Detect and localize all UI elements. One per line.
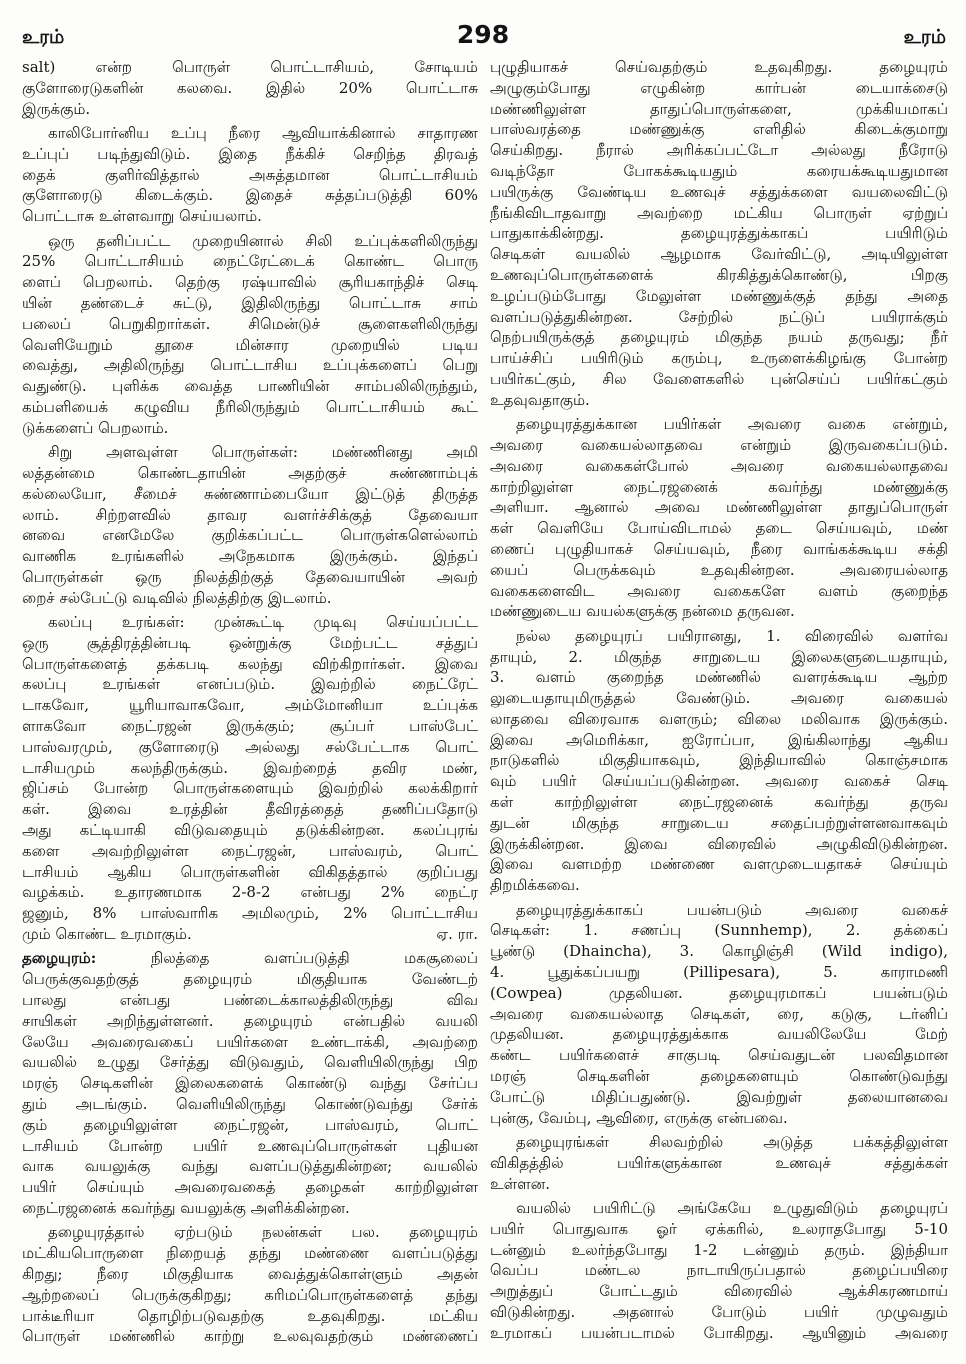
text-line: ஜிப்சம் போன்ற பொருள்களையும் இவற்றில் கலக்கிறார் xyxy=(22,779,478,798)
text-line: டுக்களைப் பெறலாம். xyxy=(22,418,169,437)
text-line: இவை வளமற்ற மண்ணை வளமுடையதாகச் செய்யும் xyxy=(490,855,948,874)
text-line: ஒரு சூத்திரத்தின்படி ஒன்றுக்கு மேற்பட்ட சத்துப் xyxy=(22,633,478,652)
text-line: திறமிக்கவை. xyxy=(490,876,580,895)
text-line: உழப்படும்போது மேலுள்ள மண்ணுக்குத் தந்து அதை xyxy=(490,286,948,305)
text-line: தழையுரத்துக்காகப் பயன்படும் அவரை வகைச் xyxy=(516,900,948,919)
text-line: ஜனும், 8% பாஸ்வாரிக அமிலமும், 2% பொட்டாசிய xyxy=(22,904,478,923)
paragraph xyxy=(490,626,948,896)
text-line: பூண்டு (Dhaincha), 3. கொழிஞ்சி (Wild indigo), xyxy=(490,942,948,961)
text-line: துடன் மிகுந்த சாறுடைய சதைப்பற்றுள்ளனவாகவும் xyxy=(490,813,948,832)
text-line: களை அவற்றிலுள்ள நைட்ரஜன், பாஸ்வரம், பொட் xyxy=(22,841,478,860)
text-line: நல்ல தழையுரப் பயிரானது, 1. விரைவில் வளர்வ xyxy=(516,626,948,645)
text-line: பாஸ்வரமும், குளோரைடு அல்லது சல்பேட்டாக பொட் xyxy=(22,737,478,756)
text-line: செடிகள் வயலில் ஆழமாக வேர்விட்டு, அடியிலுள்ள xyxy=(490,245,948,264)
text-line: கும் தழையிலுள்ள நைட்ரஜன், பாஸ்வரம், பொட் xyxy=(22,1115,478,1134)
text-line: இருக்கும். xyxy=(22,99,91,118)
text-line: மரஞ் செடிகளின் தழைகளையும் கொண்டுவந்து xyxy=(490,1067,948,1086)
text-line: நெற்பயிருக்குத் தழையுரம் மிகுந்த நயம் தருவது; நீர் xyxy=(490,328,948,347)
text-line: 4. பூதுக்கப்பயறு (Pillipesara), 5. காராமணி xyxy=(490,963,948,982)
text-line: டாசியமும் கலந்திருக்கும். இவற்றைத் தவிர மண், xyxy=(22,758,478,777)
text-line: பொருள்கள் ஒரு நிலத்திற்குத் தேவையாயின் அவற் xyxy=(22,567,478,586)
text-line: பலைப் பெறுகிறார்கள். சிமென்டுச் சூளைகளிலிருந்து xyxy=(22,314,478,333)
text-line: னவை எனமேலே குறிக்கப்பட்ட பொருள்களெல்லாம் xyxy=(22,526,478,545)
text-line: பொருள் மண்ணில் காற்று உலவுவதற்கும் மண்ணைப் xyxy=(22,1327,478,1346)
paragraph xyxy=(490,414,948,622)
text-line: காற்றிலுள்ள நைட்ரஜனைக் கவர்ந்து மண்ணுக்கு xyxy=(490,477,948,496)
paragraph xyxy=(22,231,478,439)
text-line: லுடையதாயுமிருத்தல் வேண்டும். அவரை வகையல் xyxy=(490,689,948,708)
text-line: மரஞ் செடிகளின் இலைகளைக் கொண்டு வந்து சேர்ப்ப xyxy=(22,1074,478,1093)
text-line: லேயே அவரைவகைப் பயிர்களை உண்டாக்கி, அவற்றை xyxy=(22,1032,478,1051)
paragraph xyxy=(490,1132,948,1194)
text-line: தழையுரங்கள் சிலவற்றில் அடுத்த பக்கத்திலுள்ள xyxy=(516,1133,948,1152)
text-line: கலப்பு உரங்கள்: முன்கூட்டி முடிவு செய்யப்பட்ட xyxy=(48,613,478,632)
text-line: வதுண்டு. புளிக்க வைத்த பாணியின் சாம்பலிலிருந்தும், xyxy=(22,377,478,396)
text-line: யின் தண்டைச் சுட்டு, இதிலிருந்து பொட்டாசு சாம் xyxy=(22,293,478,312)
text-line: கிறது; நீரை மிகுதியாக வைத்துக்கொள்ளும் அதன் xyxy=(22,1264,478,1283)
text-line: பயிர்கட்கும், சில வேளைகளில் புன்செய்ப் பயிர்கட்கும் xyxy=(490,369,948,388)
text-line: உள்ளன. xyxy=(490,1174,550,1193)
text-line: சாயிகள் அறிந்துள்ளனர். தழையுரம் என்பதில் வயலி xyxy=(22,1011,478,1030)
text-line: உதவுவதாகும். xyxy=(490,390,590,409)
text-line: லாம். சிற்றளவில் தாவர வளர்ச்சிக்குத் தேவையா xyxy=(22,505,478,524)
text-line: டாசியம் ஆகிய பொருள்களின் விகிதத்தால் குறிப்பது xyxy=(22,862,478,881)
text-line: றைச் சல்பேட்டு வடிவில் நிலத்திற்கு இடலாம். xyxy=(22,588,332,607)
text-line: விடுகின்றது. அதனால் போடும் பயிர் முழுவதும் xyxy=(490,1302,948,1321)
text-line: வழக்கம். உதாரணமாக 2-8-2 என்பது 2% நைட்ர xyxy=(22,883,478,902)
text-line: டன்னும் உலர்ந்தபோது 1-2 டன்னும் தரும். இந்தியா xyxy=(490,1240,948,1259)
text-line: கள் காற்றிலுள்ள நைட்ரஜனைக் கவர்ந்து தருவ xyxy=(490,793,948,812)
paragraph xyxy=(490,1198,948,1344)
text-line: பாய்ச்சிப் பயிரிடும் கரும்பு, உருளைக்கிழங்கு போன்ற xyxy=(490,349,948,368)
right-column xyxy=(490,57,948,1357)
text-line: நீங்கிவிடாதவாறு அவற்றை மட்கிய பொருள் ஏற்றுப் xyxy=(490,203,948,222)
text-line: வாக வயலுக்கு வந்து வளப்படுத்துகின்றன; வயலில் xyxy=(22,1157,478,1176)
text-line: உணவுப்பொருள்களைக் கிரகித்துக்கொண்டு, பிறகு xyxy=(490,265,948,284)
text-line: முதலியன. தழையுரத்துக்காக வயலிலேயே மேற் xyxy=(490,1025,948,1044)
text-line: பாலது என்பது பண்டைக்காலத்திலிருந்து விவ xyxy=(22,991,478,1010)
paragraph xyxy=(22,948,478,1218)
text-line: அழுகும்போது எழுகின்ற கார்பன் டையாக்சைடு xyxy=(490,78,948,97)
text-line: பயிர் செய்யும் அவரைவகைத் தழைகள் காற்றிலுள்ள xyxy=(22,1178,478,1197)
paragraph xyxy=(22,442,478,608)
text-line: பயிருக்கு வேண்டிய உணவுச் சத்துக்களை வயலைவிட்டு xyxy=(490,182,948,201)
text-line: கம்பளியைக் கழுவிய நீரிலிருந்தும் பொட்டாசியம் கூட் xyxy=(22,397,478,416)
text-line: கல்லையோ, சீமைச் சுண்ணாம்பையோ இட்டுத் திருத்த xyxy=(22,484,478,503)
text-line: ளைப் பெறலாம். தெற்கு ரஷ்யாவில் சூரியகாந்திச் செடி xyxy=(22,273,478,292)
text-line: 3. வளம் குறைந்த மண்ணில் வளரக்கூடிய ஆற்ற xyxy=(490,668,948,687)
text-line: வும் பயிர் செய்யப்படுகின்றன. அவரை வகைச் செடி xyxy=(490,772,948,791)
paragraph xyxy=(22,612,478,945)
text-line: அவரை வகையல்லாதவை என்றும் இருவகைப்படும். xyxy=(490,435,948,454)
text-line: செடிகள்: 1. சணப்பு (Sunnhemp), 2. தக்கைப் xyxy=(490,921,948,940)
text-line: மண்ணுடைய வயல்களுக்கு நன்மை தருவன. xyxy=(490,602,795,621)
text-line: குளோரைடு கிடைக்கும். இதைச் சுத்தப்படுத்தி 60% xyxy=(22,186,478,205)
text-line: அவரை வகைகள்போல் அவரை வகையல்லாதவை xyxy=(490,456,948,475)
text-line: பாஸ்வரத்தை மண்ணுக்கு எளிதில் கிடைக்குமாறு xyxy=(490,120,948,139)
text-line: தாயும், 2. மிகுந்த சாறுடைய இலைகளுடையதாயும், xyxy=(490,647,948,666)
text-line: அவரை வகையல்லாத செடிகள், ரை, கடுகு, டர்னிப் xyxy=(490,1004,948,1023)
text-line: பொட்டாசு உள்ளவாறு செய்யலாம். xyxy=(22,207,262,226)
text-line: ஒரு தனிப்பட்ட முறையினால் சிலி உப்புக்களிலிருந்து xyxy=(48,231,478,250)
text-line: salt) என்ற பொருள் பொட்டாசியம், சோடியம் xyxy=(22,58,478,76)
text-line-content: மும் கொண்ட உரமாகும். xyxy=(22,925,192,944)
text-line: புழுதியாகச் செய்வதற்கும் உதவுகிறது. தழையுரம் xyxy=(490,58,948,76)
author-initials: ஏ. ரா. xyxy=(436,925,478,944)
text-line: ஆற்றலைப் பெருக்குகிறது; கரிமப்பொருள்களைத் தந்து xyxy=(22,1285,478,1304)
text-line: டாகவோ, யூரியாவாகவோ, அம்மோனியா உப்புக்க xyxy=(22,696,478,715)
text-line: வளப்படுத்துகின்றன. சேற்றில் நட்டுப் பயிராக்கும் xyxy=(490,307,948,326)
text-line xyxy=(22,924,478,945)
text-line: மண்ணிலுள்ள தாதுப்பொருள்களை, முக்கியமாகப் xyxy=(490,99,948,118)
text-line: உரமாகப் பயன்படாமல் போகிறது. ஆயினும் அவரை xyxy=(490,1323,948,1342)
text-line: பொருள்களைத் தக்கபடி கலந்து விற்கிறார்கள். இவை xyxy=(22,654,478,673)
text-line: வாணிக உரங்களில் அநேகமாக இருக்கும். இந்தப் xyxy=(22,547,478,566)
text-line: குளோரைடுகளின் கலவை. இதில் 20% பொட்டாசு xyxy=(22,78,478,97)
paragraph xyxy=(490,57,948,411)
text-line: போட்டு மிதிப்பதுண்டு. இவற்றுள் தலையானவை xyxy=(490,1087,948,1106)
paragraph xyxy=(22,57,478,119)
text-line xyxy=(22,948,478,969)
section-heading: தழையுரம்: xyxy=(22,949,97,968)
text-line: கலப்பு உரங்கள் எனப்படும். இவற்றில் நைட்ரேட் xyxy=(22,675,478,694)
text-line: இருக்கின்றன. இவை விரைவில் அழுகிவிடுகின்றன. xyxy=(490,834,948,853)
text-line: (Cowpea) முதலியன. தழையுரமாகப் பயன்படும் xyxy=(490,983,948,1002)
left-column xyxy=(22,57,478,1357)
text-line: தும் அடங்கும். வெளியிலிருந்து கொண்டுவந்து சேர்க் xyxy=(22,1095,478,1114)
text-line: கள். இவை உரத்தின் தீவிரத்தைத் தணிப்பதோடு xyxy=(22,800,478,819)
text-line: அறுத்துப் போட்டதும் விரைவில் ஆக்சிகரணமாய் xyxy=(490,1282,948,1301)
paragraph xyxy=(22,1222,478,1347)
text-line: பயிர் பொதுவாக ஓர் ஏக்கரில், உலராதபோது 5-10 xyxy=(490,1219,948,1238)
text-line: வகைகளைவிட அவரை வகைகளே வளம் குறைந்த xyxy=(490,581,948,600)
text-line: மட்கியபொருளை நிறையத் தந்து மண்ணை வளப்படுத்து xyxy=(22,1244,478,1263)
text-line: சிறு அளவுள்ள பொருள்கள்: மண்ணினது அமி xyxy=(48,443,478,462)
text-line: யைப் பெருக்கவும் உதவுகின்றன. அவரையல்லாத xyxy=(490,560,948,579)
running-head-left: உரம் xyxy=(22,26,65,48)
text-line: பாக்டீரியா தொழிற்படுவதற்கு உதவுகிறது. மட்கிய xyxy=(22,1306,478,1325)
text-line: பாதுகாக்கின்றது. தழையுரத்துக்காகப் பயிரிடும் xyxy=(490,224,948,243)
text-line: உப்புப் படிந்துவிடும். இதை நீக்கிச் செறிந்த திரவத் xyxy=(22,144,478,163)
text-line: புன்கு, வேம்பு, ஆவிரை, எருக்கு என்பவை. xyxy=(490,1108,788,1127)
text-line: இவை அமெரிக்கா, ஐரோப்பா, இங்கிலாந்து ஆகிய xyxy=(490,730,948,749)
text-line: டாசியம் போன்ற பயிர் உணவுப்பொருள்கள் புதியன xyxy=(22,1136,478,1155)
text-line: நைட்ரஜனைக் கவர்ந்து வயலுக்கு அளிக்கின்றன. xyxy=(22,1199,350,1217)
text-line: வடிந்தோ போகக்கூடியதும் கரையக்கூடியதுமான xyxy=(490,161,948,180)
text-line: விகிதத்தில் பயிர்களுக்கான உணவுச் சத்துக்கள் xyxy=(490,1153,948,1172)
text-line: தழையுரத்துக்கான பயிர்கள் அவரை வகை என்றும், xyxy=(516,415,948,434)
paragraph xyxy=(22,123,478,227)
text-line: காலிபோர்னிய உப்பு நீரை ஆவியாக்கினால் சாதாரண xyxy=(48,123,478,142)
text-line-content: நிலத்தை வளப்படுத்தி மகசூலைப் xyxy=(150,949,478,968)
text-line: தைக் குளிர்வித்தால் அசுத்தமான பொட்டாசியம் xyxy=(22,165,478,184)
text-line: தழையுரத்தால் ஏற்படும் நலன்கள் பல. தழையுரம் xyxy=(48,1223,478,1242)
page-number: 298 xyxy=(456,20,510,49)
text-line: வெப்ப மண்டல நாடாயிருப்பதால் தழைப்பயிரை xyxy=(490,1261,948,1280)
text-line: வைத்து, அதிலிருந்து பொட்டாசிய உப்புக்களைப் பெறு xyxy=(22,356,478,375)
text-line: ளாகவோ நைட்ரஜன் இருக்கும்; சூப்பர் பாஸ்பேட் xyxy=(22,717,478,736)
text-line: லத்தன்மை கொண்டதாயின் அதற்குச் சுண்ணாம்புக் xyxy=(22,463,478,482)
text-line: லாதவை விரைவாக வளரும்; விலை மலிவாக இருக்கும். xyxy=(490,709,948,728)
text-line: செய்கிறது. நீரால் அரிக்கப்பட்டோ அல்லது நீரோடு xyxy=(490,141,948,160)
text-line: அளியா. ஆனால் அவை மண்ணிலுள்ள தாதுப்பொருள் xyxy=(490,498,948,517)
running-head-right: உரம் xyxy=(903,26,946,48)
text-line: நாடுகளில் மிகுதியாகவும், இந்தியாவில் கொஞ்சமாக xyxy=(490,751,948,770)
text-line: ணைப் புழுதியாகச் செய்யவும், நீரை வாங்கக்கூடிய சக்தி xyxy=(490,539,948,558)
text-line: அது கட்டியாகி விடுவதையும் தடுக்கின்றன. கலப்புரங் xyxy=(22,821,478,840)
text-line: வெளியேறும் தூசை மின்சார முறையில் படிய xyxy=(22,335,478,354)
text-line: கள் வெளியே போய்விடாமல் தடை செய்யவும், மண் xyxy=(490,519,948,538)
text-line: கண்ட பயிர்களைச் சாகுபடி செய்வதுடன் பலவிதமான xyxy=(490,1046,948,1065)
text-line: வயலில் உழுது சேர்த்து விடுவதும், வெளியிலிருந்து பிற xyxy=(22,1053,478,1072)
text-line: வயலில் பயிரிட்டு அங்கேயே உழுதுவிடும் தழையுரப் xyxy=(516,1199,948,1217)
text-line: பெருக்குவதற்குத் தழையுரம் மிகுதியாக வேண்டற் xyxy=(22,970,478,989)
paragraph xyxy=(490,900,948,1129)
text-line: 25% பொட்டாசியம் நைட்ரேட்டைக் கொண்ட பொரு xyxy=(22,252,478,271)
